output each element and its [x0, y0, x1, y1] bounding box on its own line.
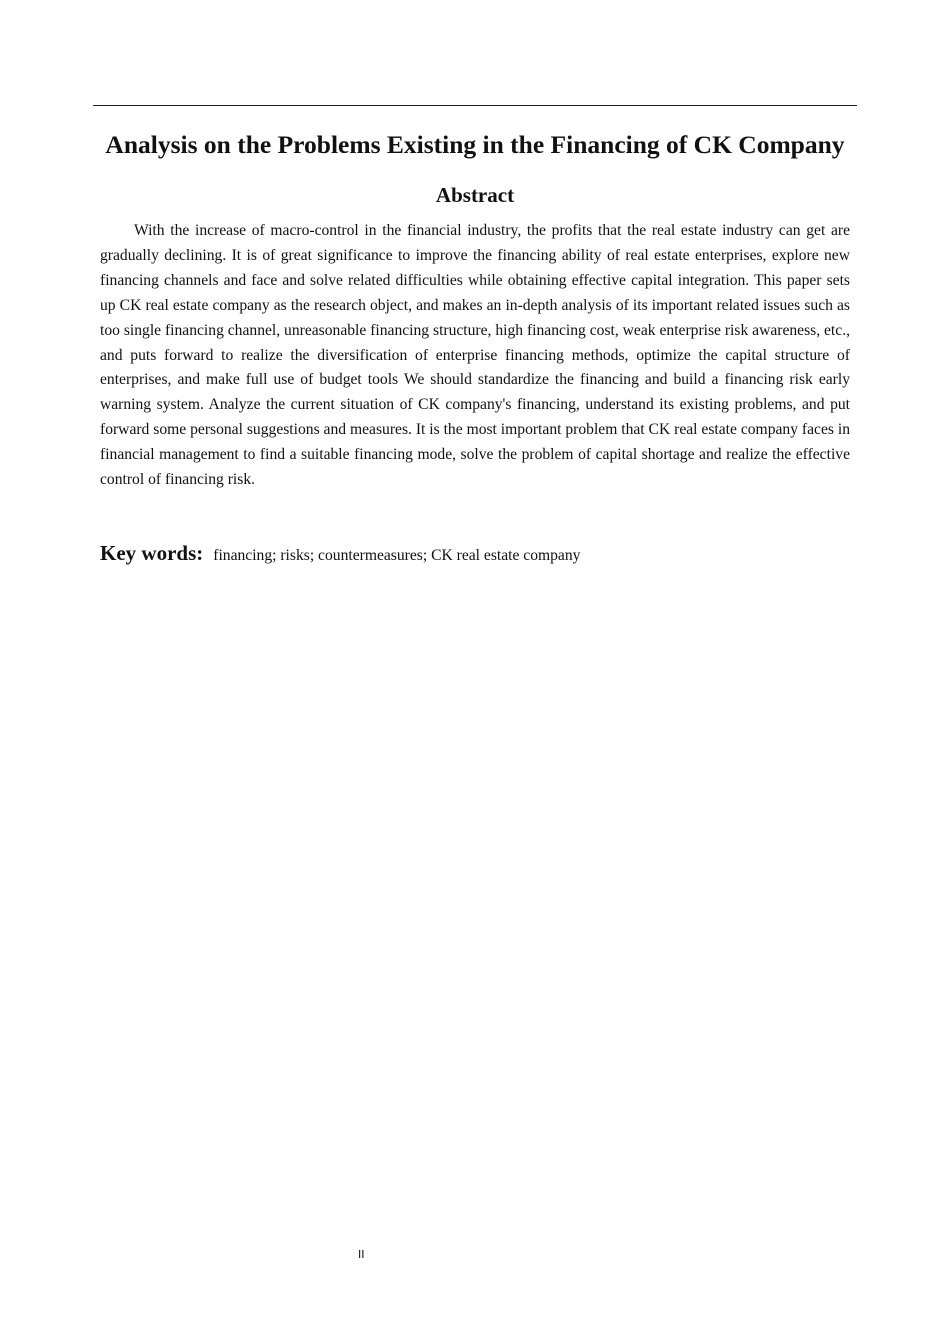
abstract-body: With the increase of macro-control in the financial industry, the profits that the real estate industry can get are gradually declining. It is of great significance to improve the financing ability of real estate enterprises, explore new financing channels and face and solve related difficulties while obtaining effective capital integration. This paper sets up CK real estate company as the research object, and makes an in-depth analysis of its important related issues such as too single financing channel, unreasonable financing structure, high financing cost, weak enterprise risk awareness, etc., and puts forward to realize the diversification of enterprise financing methods, optimize the capital structure of enterprises, and make full use of budget tools We should standardize the financing and build a financing risk early warning system. Analyze the current situation of CK company's financing, understand its existing problems, and put forward some personal suggestions and measures. It is the most important problem that CK real estate company faces in financial management to find a suitable financing mode, solve the problem of capital shortage and realize the effective control of financing risk. [100, 222, 850, 489]
abstract-heading: Abstract [435, 183, 515, 207]
keywords-list: financing; risks; countermeasures; CK real estate company [213, 547, 581, 564]
header-rule [93, 105, 857, 106]
paper-title: Analysis on the Problems Existing in the Financing of CK Company [105, 130, 845, 159]
keywords-label: Key words: [100, 541, 204, 565]
page-number: II [358, 1248, 365, 1261]
keywords-line [100, 541, 850, 566]
